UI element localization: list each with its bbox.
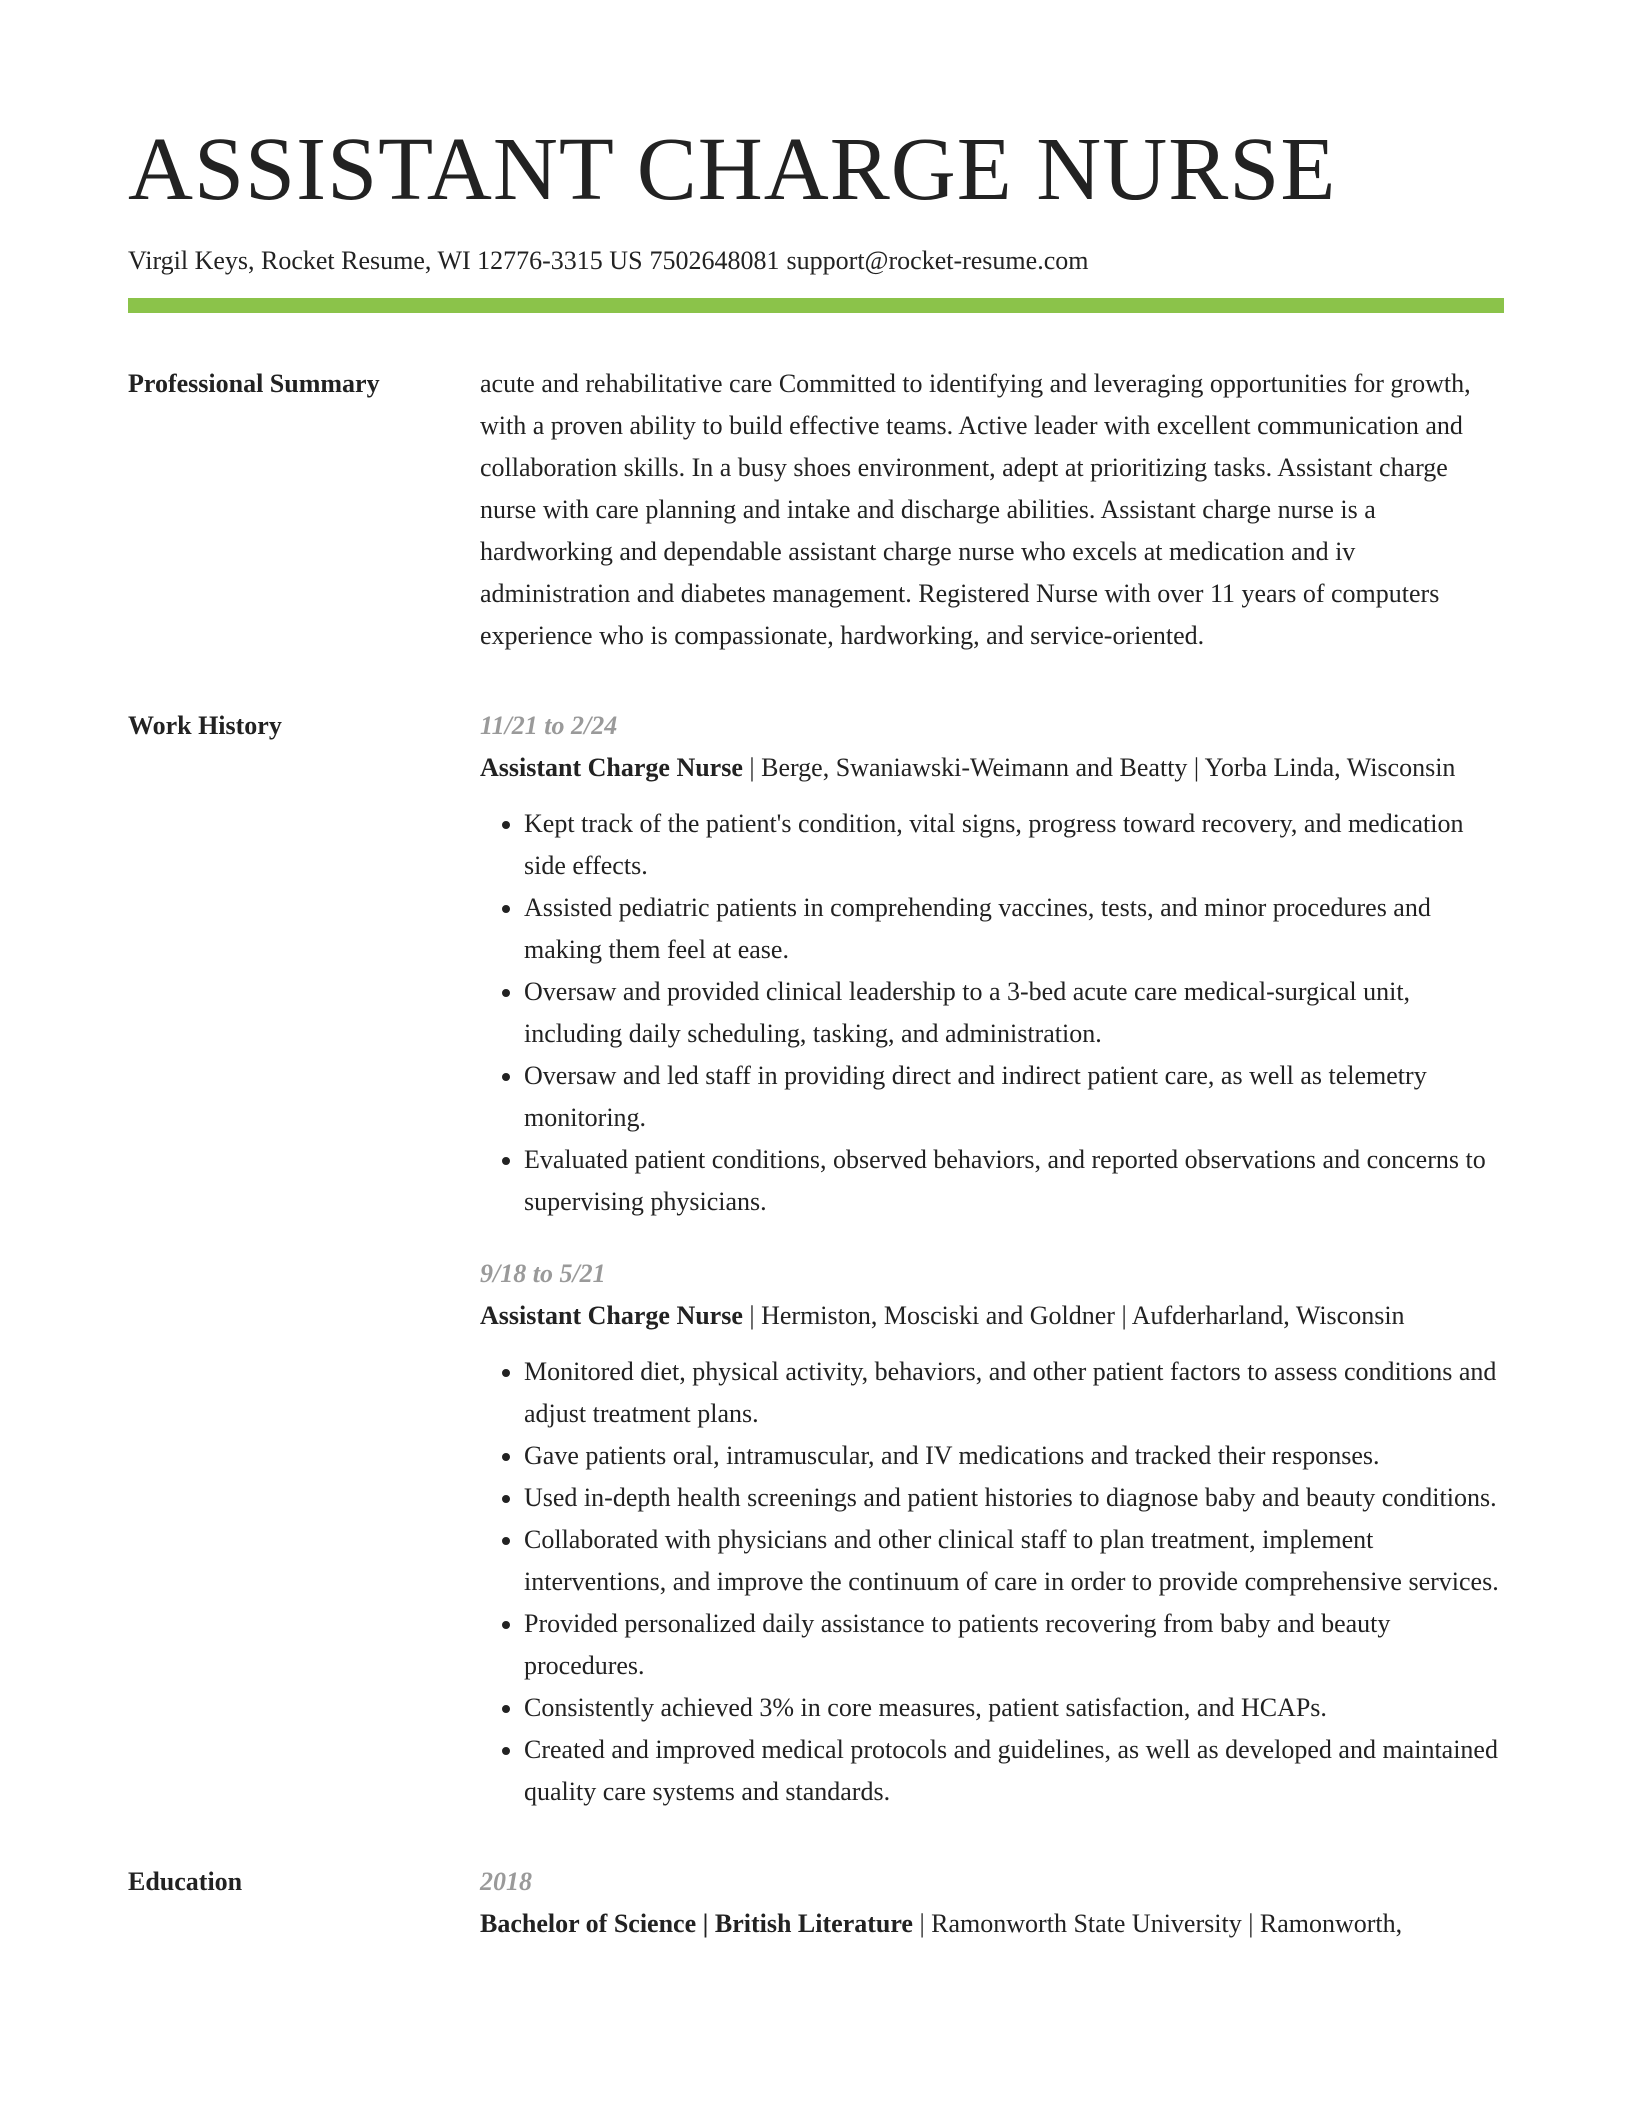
education-heading: Education <box>128 1867 243 1896</box>
resume-page <box>128 116 1504 1945</box>
list-item: • Oversaw and led staff in providing direct and indirect patient care, as well as telemetry monitoring. <box>524 1055 1504 1139</box>
list-item: • Created and improved medical protocols and guidelines, as well as developed and maintained quality care systems and standards. <box>524 1729 1504 1813</box>
job-entry <box>480 705 1504 1223</box>
job-bullets <box>480 1351 1504 1813</box>
list-item: • Evaluated patient conditions, observed behaviors, and reported observations and concerns to supervising physicians. <box>524 1139 1504 1223</box>
education-degree: Bachelor of Science | British Literature <box>480 1909 913 1938</box>
work-history-section <box>128 705 1504 1813</box>
contact-phone: 7502648081 <box>649 246 780 275</box>
list-item: • Kept track of the patient's condition, vital signs, progress toward recovery, and medication side effects. <box>524 803 1504 887</box>
education-degree-line <box>480 1903 1504 1945</box>
contact-email[interactable]: support@rocket-resume.com <box>786 246 1089 275</box>
list-item: • Collaborated with physicians and other clinical staff to plan treatment, implement interventions, and improve the continuum of care in order to provide comprehensive services. <box>524 1519 1504 1603</box>
summary-text: acute and rehabilitative care Committed to identifying and leveraging opportunities for growth, with a proven ability to build effective teams. Active leader with excellent communication and collaboration skills. In a busy shoes environment, adept at prioritizing tasks. Assistant charge nurse with care planning and intake and discharge abilities. Assistant charge nurse is a hardworking and dependable assistant charge nurse who excels at medication and iv administration and diabetes management. Registered Nurse with over 11 years of computers experience who is compassionate, hardworking, and service-oriented. <box>480 369 1471 650</box>
education-year: 2018 <box>480 1867 532 1896</box>
resume-title: ASSISTANT CHARGE NURSE <box>128 120 1337 219</box>
job-employer: | Hermiston, Mosciski and Goldner | Aufderharland, Wisconsin <box>742 1301 1405 1330</box>
education-school: | Ramonworth State University | Ramonworth, <box>912 1909 1403 1938</box>
job-role: Assistant Charge Nurse <box>480 753 743 782</box>
list-item: • Assisted pediatric patients in comprehending vaccines, tests, and minor procedures and making them feel at ease. <box>524 887 1504 971</box>
summary-section <box>128 363 1504 657</box>
job-dates: 11/21 to 2/24 <box>480 711 618 740</box>
summary-heading: Professional Summary <box>128 369 380 398</box>
job-bullets <box>480 803 1504 1223</box>
contact-line <box>128 244 1504 278</box>
contact-address: Virgil Keys, Rocket Resume, WI 12776-3315 US <box>128 246 643 275</box>
work-history-body <box>480 705 1504 1813</box>
list-item: • Consistently achieved 3% in core measures, patient satisfaction, and HCAPs. <box>524 1687 1504 1729</box>
list-item: • Monitored diet, physical activity, behaviors, and other patient factors to assess conditions and adjust treatment plans. <box>524 1351 1504 1435</box>
job-role: Assistant Charge Nurse <box>480 1301 743 1330</box>
job-heading <box>480 1295 1504 1337</box>
job-entry <box>480 1253 1504 1813</box>
list-item: • Oversaw and provided clinical leadership to a 3-bed acute care medical-surgical unit, including daily scheduling, tasking, and administration. <box>524 971 1504 1055</box>
education-section <box>128 1861 1504 1945</box>
list-item: • Gave patients oral, intramuscular, and IV medications and tracked their responses. <box>524 1435 1504 1477</box>
list-item: • Used in-depth health screenings and patient histories to diagnose baby and beauty conditions. <box>524 1477 1504 1519</box>
list-item: • Provided personalized daily assistance to patients recovering from baby and beauty procedures. <box>524 1603 1504 1687</box>
work-history-heading: Work History <box>128 711 282 740</box>
job-employer: | Berge, Swaniawski-Weimann and Beatty | Yorba Linda, Wisconsin <box>742 753 1456 782</box>
accent-rule <box>128 298 1504 313</box>
education-body <box>480 1861 1504 1945</box>
job-dates: 9/18 to 5/21 <box>480 1259 606 1288</box>
job-heading <box>480 747 1504 789</box>
